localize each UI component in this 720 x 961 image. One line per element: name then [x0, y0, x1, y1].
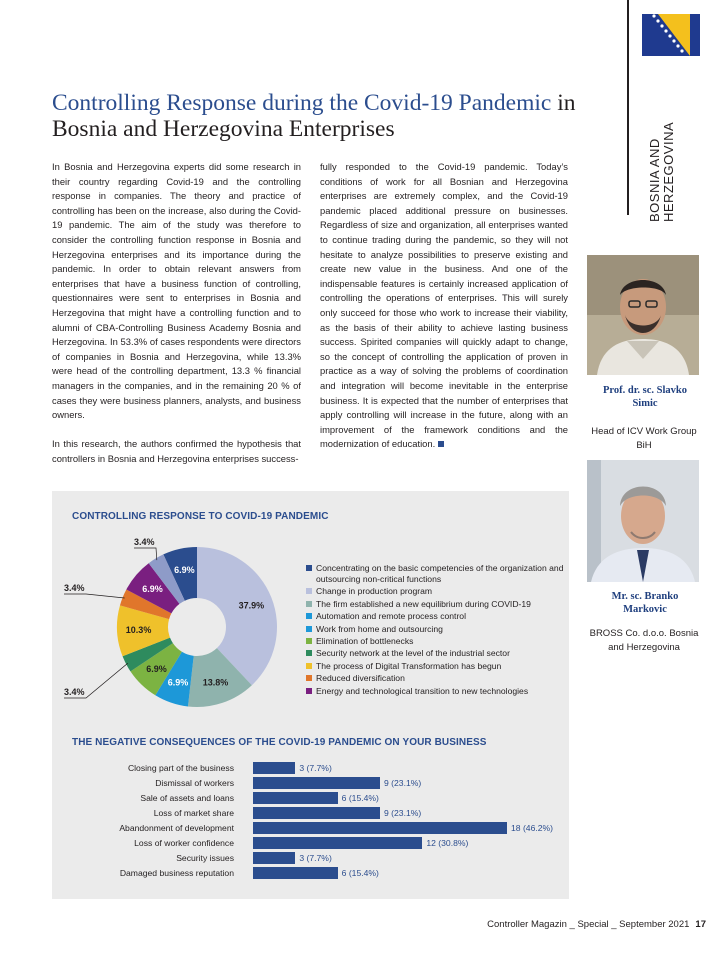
article-title: [52, 90, 592, 142]
bar-category-label: Sale of assets and loans: [140, 793, 234, 803]
pie-slice-label: 3.4%: [64, 687, 85, 697]
page-number: 17: [695, 919, 706, 930]
pie-chart-title: CONTROLLING RESPONSE TO COVID-19 PANDEMIC: [72, 511, 329, 522]
article-title-highlight: Controlling Response during the Covid-19 Pandemic: [52, 90, 552, 116]
legend-swatch: [306, 601, 312, 607]
legend-label: Security network at the level of the industrial sector: [316, 648, 510, 659]
bar-value-label: 3 (7.7%): [299, 763, 332, 773]
legend-label: Work from home and outsourcing: [316, 623, 443, 634]
bar-value-label: 18 (46.2%): [511, 823, 554, 833]
bar: [253, 792, 338, 804]
legend-item: [306, 636, 566, 647]
body-paragraph-text: fully responded to the Covid-19 pandemic. Today’s conditions of work for all Bosnian and Herzegovina enterprises are extremely complex, and the Covid-19 pandemic placed additional pressure on businesses. Regardless of size and organization, all enterprises wanted to continue trading during the pandemic, so they will not hesitate to analyze possibilities to preserve existing and create new value in the business. And one of the indispensable features is certainly increased application of controlling the operations of enterprises. This will surely only succeed for those who work to increase their viability, as the basis of their ability to achieve lasting business success. Spirited companies will quickly adapt to change, so the concept of controlling the application of proven in practice as a way of solving the problems of coordination and integration will become inevitable in the enterprise business. It is expected that the number of enterprises that apply controlling will increase in the future, along with an improvement of the framework conditions and the modernization of education.: [320, 161, 568, 450]
legend-label: The process of Digital Transformation has begun: [316, 660, 502, 671]
article-title-rest: in Bosnia and Herzegovina Enterprises: [52, 90, 576, 142]
body-column-2: [320, 160, 568, 466]
pie-leader-line: [134, 548, 157, 560]
bar: [253, 777, 380, 789]
body-paragraph: In this research, the authors confirmed the hypothesis that controllers in Bosnia and Herzegovina enterprises success-: [52, 438, 301, 464]
bar-category-label: Security issues: [176, 853, 234, 863]
bar-value-label: 9 (23.1%): [384, 808, 422, 818]
bar: [253, 762, 295, 774]
country-label: [644, 82, 700, 222]
author-name-markovic: Mr. sc. Branko Markovic: [611, 591, 679, 615]
bar-value-label: 6 (15.4%): [341, 868, 379, 878]
legend-swatch: [306, 688, 312, 694]
legend-item: [306, 563, 566, 585]
country-text: BOSNIA AND HERZEGOVINA: [647, 121, 676, 222]
body-column-1: [52, 160, 301, 481]
bar-category-label: Closing part of the business: [127, 763, 234, 773]
legend-swatch: [306, 650, 312, 656]
pie-slice-label: 6.9%: [142, 584, 163, 595]
legend-item: [306, 648, 566, 659]
bar-category-label: Abandonment of development: [119, 823, 234, 833]
body-paragraph: In Bosnia and Herzegovina experts did some research in their country regarding Covid-19 and the controlling response in companies. The theory and practice of controlling has been on the increase, also during the Covid-19 pandemic. The aim of the study was therefore to consider the controlling function response in Bosnia and Herzegovina enterprises and its importance during the pandemic. In order to obtain relevant answers from enterprises that have a business function of controlling, questionnaires were sent to enterprises in Bosnia and Herzegovina that might have a controlling function and to alumni of CBA-Controlling Business Academy Bosnia and Herzegovina. In 53.3% of cases respondents were directors of companies in Bosnia and Herzegovina, while 13.3% were head of the controlling department, 13.3 % financial managers in the companies, and in the remaining 20 % of cases they were business planners, analysts, and business owners.: [52, 161, 301, 421]
bar-category-label: Damaged business reputation: [119, 868, 234, 878]
bar: [253, 807, 380, 819]
bar-category-label: Loss of worker confidence: [134, 838, 234, 848]
pie-slice-label: 6.9%: [167, 677, 189, 688]
bar: [253, 822, 507, 834]
legend-swatch: [306, 663, 312, 669]
legend-item: [306, 611, 566, 622]
page-footer: [486, 919, 706, 930]
pie-slice-label: 3.4%: [134, 537, 155, 547]
pie-slice-label: 37.9%: [238, 600, 265, 611]
pie-slice-label: 3.4%: [64, 583, 85, 593]
legend-item: [306, 661, 566, 672]
pie-slice-label: 13.8%: [202, 677, 229, 688]
body-paragraph: [320, 160, 568, 452]
bar: [253, 852, 295, 864]
author-role-markovic: BROSS Co. d.o.o. Bosnia and Herzegovina: [589, 628, 699, 653]
bar: [253, 867, 338, 879]
bosnia-flag-icon: [642, 14, 700, 56]
legend-label: Reduced diversification: [316, 673, 405, 684]
legend-swatch: [306, 638, 312, 644]
legend-swatch: [306, 675, 312, 681]
sidebar-rule: [627, 0, 629, 215]
legend-swatch: [306, 613, 312, 619]
pie-slice-label: 6.9%: [174, 564, 195, 575]
legend-label: The firm established a new equilibrium during COVID-19: [316, 598, 531, 609]
bar-chart: [52, 760, 569, 890]
end-mark-icon: [438, 441, 444, 447]
footer-text: Controller Magazin _ Special _ September 2021: [487, 919, 690, 930]
legend-item: [306, 686, 566, 697]
legend-label: Energy and technological transition to new technologies: [316, 685, 529, 696]
legend-label: Change in production program: [316, 586, 433, 597]
legend-item: [306, 673, 566, 684]
bar-value-label: 12 (30.8%): [426, 838, 469, 848]
legend-swatch: [306, 588, 312, 594]
legend-label: Automation and remote process control: [316, 611, 466, 622]
bar-chart-title: THE NEGATIVE CONSEQUENCES OF THE COVID-19 PANDEMIC ON YOUR BUSINESS: [72, 737, 487, 748]
pie-leader-line: [64, 594, 125, 598]
pie-slice-label: 10.3%: [125, 624, 152, 635]
author-photo-simic: [587, 255, 699, 375]
legend-item: [306, 624, 566, 635]
legend-label: Concentrating on the basic competencies of the organization and outsourcing non-critical functions: [316, 563, 564, 584]
pie-legend: [306, 563, 566, 698]
pie-slice-label: 6.9%: [146, 664, 167, 675]
legend-swatch: [306, 565, 312, 571]
legend-label: Elimination of bottlenecks: [316, 635, 414, 646]
bar-value-label: 6 (15.4%): [341, 793, 379, 803]
legend-swatch: [306, 626, 312, 632]
bar: [253, 837, 422, 849]
bar-value-label: 3 (7.7%): [299, 853, 332, 863]
author-photo-markovic: [587, 460, 699, 582]
pie-chart: [52, 530, 302, 730]
bar-category-label: Loss of market share: [153, 808, 234, 818]
author-role-simic: Head of ICV Work Group BiH: [591, 426, 697, 451]
bar-category-label: Dismissal of workers: [155, 778, 234, 788]
author-name-simic: Prof. dr. sc. Slavko Simic: [602, 385, 687, 409]
legend-item: [306, 599, 566, 610]
bar-value-label: 9 (23.1%): [384, 778, 422, 788]
legend-item: [306, 586, 566, 597]
